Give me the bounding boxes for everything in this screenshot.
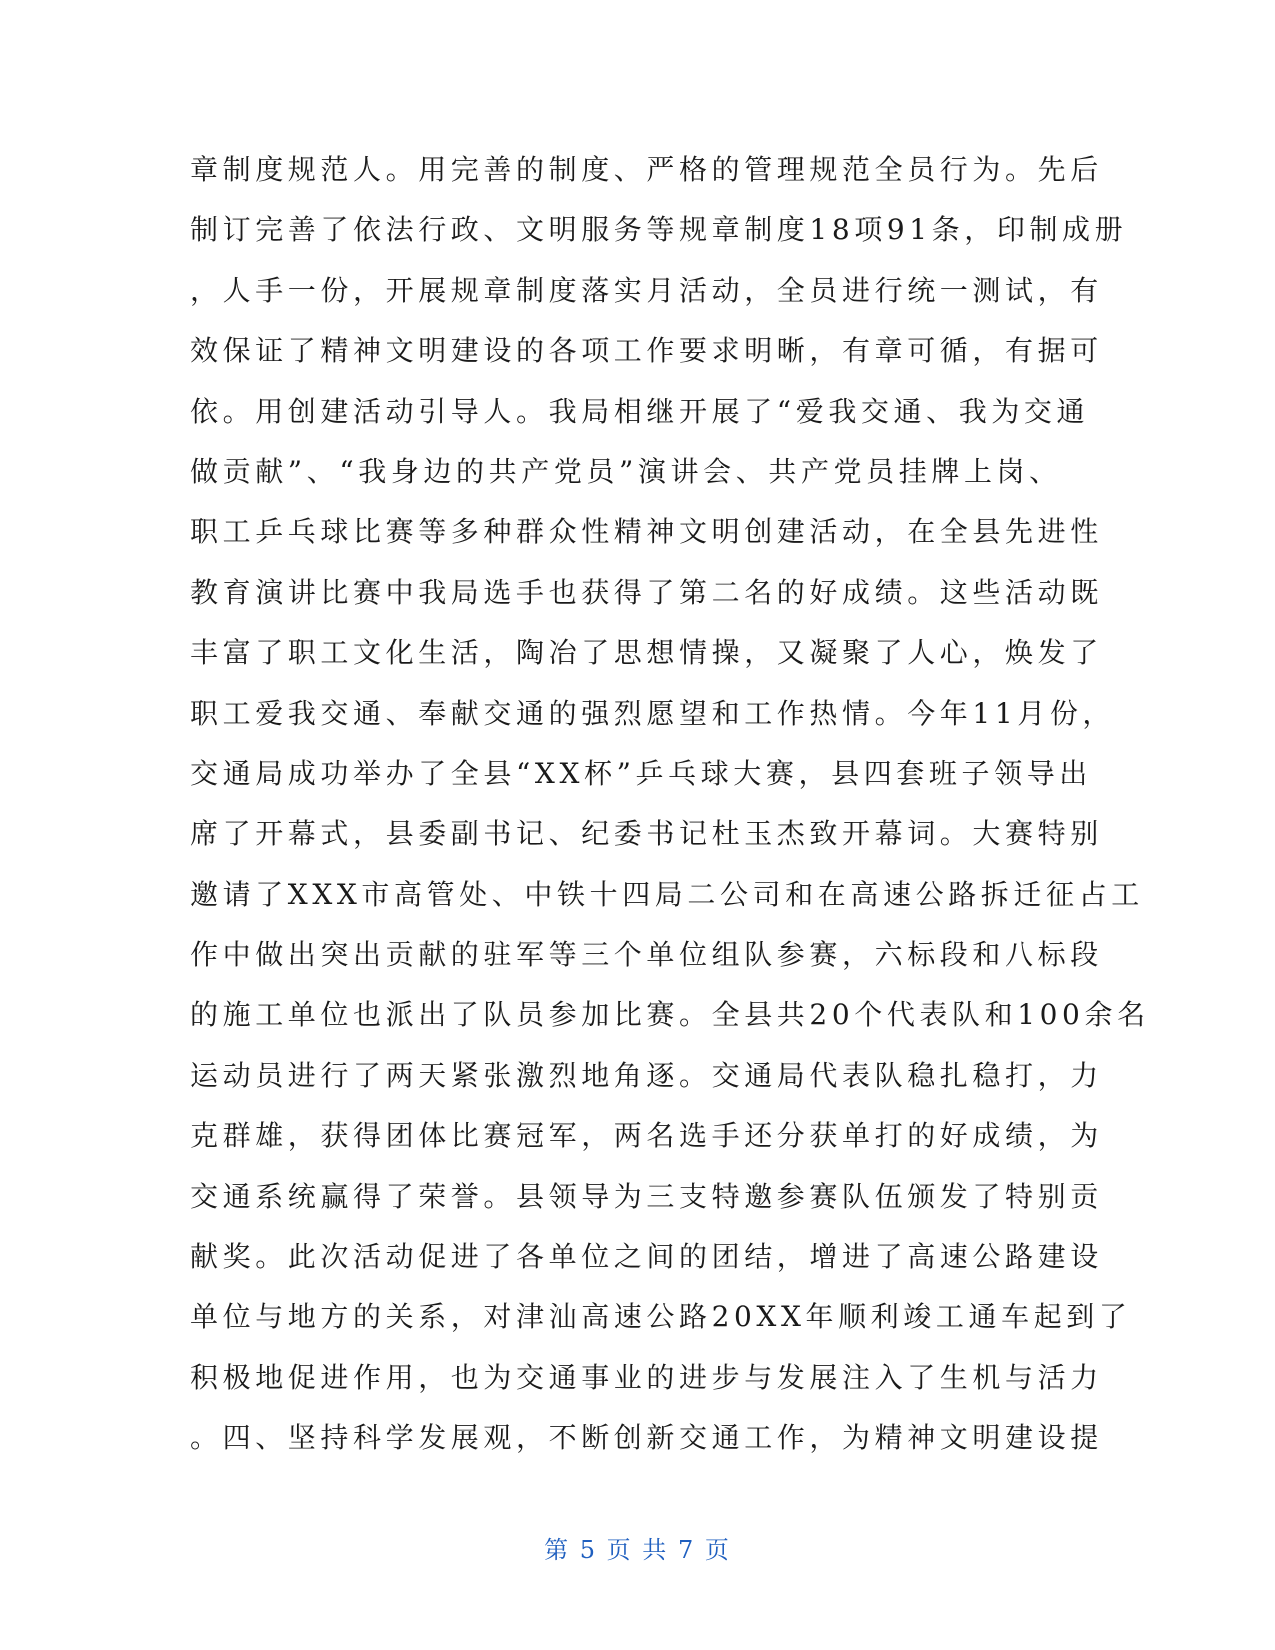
text-line: 作中做出突出贡献的驻军等三个单位组队参赛，六标段和八标段 — [190, 938, 1103, 972]
text-line: 做贡献”、“我身边的共产党员”演讲会、共产党员挂牌上岗、 — [190, 454, 1062, 488]
text-line: 交通系统赢得了荣誉。县领导为三支特邀参赛队伍颁发了特别贡 — [190, 1179, 1103, 1213]
text-line: 。四、坚持科学发展观，不断创新交通工作，为精神文明建设提 — [190, 1421, 1103, 1455]
text-line: 运动员进行了两天紧张激烈地角逐。交通局代表队稳扎稳打，力 — [190, 1058, 1103, 1092]
text-line: 效保证了精神文明建设的各项工作要求明晰，有章可循，有据可 — [190, 334, 1103, 368]
text-line: 交通局成功举办了全县“XX杯”乒乓球大赛，县四套班子领导出 — [190, 756, 1092, 790]
text-line: 单位与地方的关系，对津汕高速公路20XX年顺利竣工通车起到了 — [190, 1300, 1132, 1334]
text-line: 克群雄，获得团体比赛冠军，两名选手还分获单打的好成绩，为 — [190, 1119, 1103, 1153]
body-text — [190, 140, 1150, 1469]
text-line: 献奖。此次活动促进了各单位之间的团结，增进了高速公路建设 — [190, 1240, 1103, 1274]
text-line: 制订完善了依法行政、文明服务等规章制度18项91条，印制成册 — [190, 213, 1128, 247]
text-line: 的施工单位也派出了队员参加比赛。全县共20个代表队和100余名 — [190, 998, 1150, 1032]
text-line: ，人手一份，开展规章制度落实月活动，全员进行统一测试，有 — [190, 273, 1103, 307]
text-line: 依。用创建活动引导人。我局相继开展了“爱我交通、我为交通 — [190, 394, 1090, 428]
text-line: 教育演讲比赛中我局选手也获得了第二名的好成绩。这些活动既 — [190, 575, 1103, 609]
text-line: 职工爱我交通、奉献交通的强烈愿望和工作热情。今年11月份， — [190, 696, 1116, 730]
text-line: 邀请了XXX市高管处、中铁十四局二公司和在高速公路拆迁征占工 — [190, 877, 1144, 911]
text-line: 席了开幕式，县委副书记、纪委书记杜玉杰致开幕词。大赛特别 — [190, 817, 1103, 851]
text-line: 章制度规范人。用完善的制度、严格的管理规范全员行为。先后 — [190, 153, 1103, 186]
text-line: 积极地促进作用，也为交通事业的进步与发展注入了生机与活力 — [190, 1360, 1103, 1394]
text-line: 丰富了职工文化生活，陶冶了思想情操，又凝聚了人心，焕发了 — [190, 636, 1103, 670]
page-number-footer: 第 5 页 共 7 页 — [544, 1536, 731, 1564]
text-line: 职工乒乓球比赛等多种群众性精神文明创建活动，在全县先进性 — [190, 515, 1103, 549]
